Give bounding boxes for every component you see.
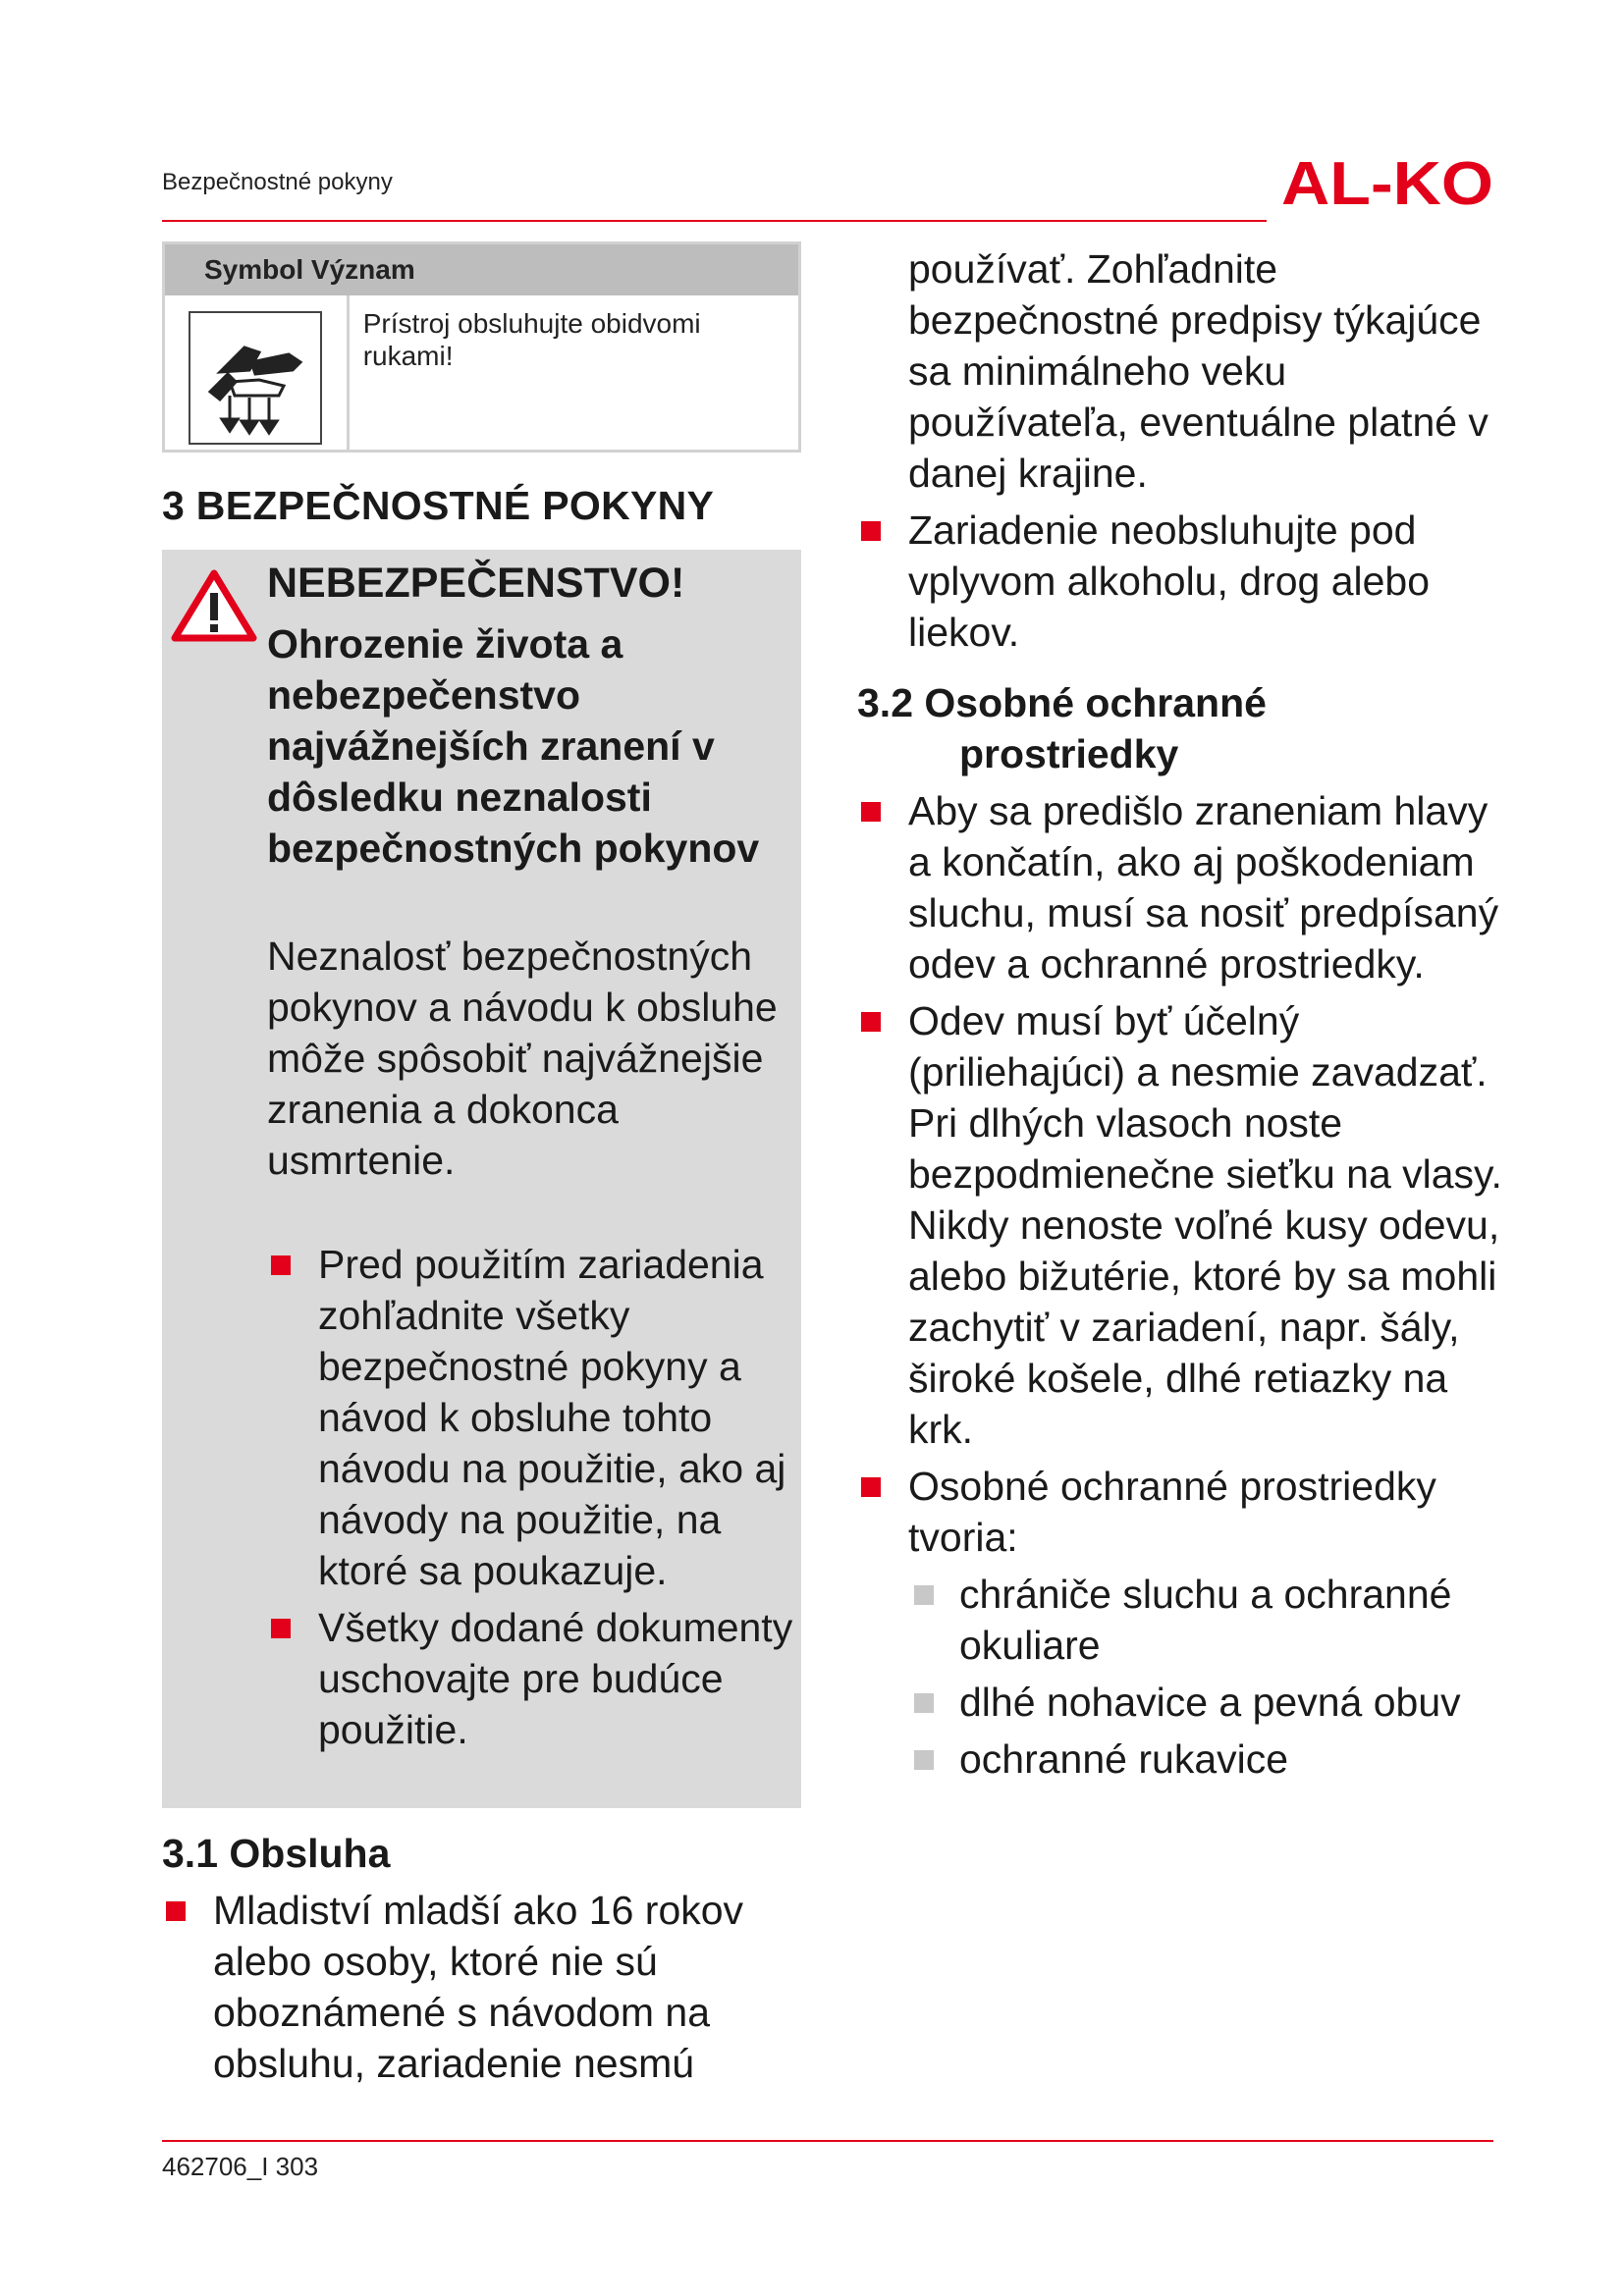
running-header: Bezpečnostné pokyny bbox=[162, 169, 393, 195]
list-item: Mladiství mladší ako 16 rokov alebo osoby, ktoré nie sú oboznámené s návodom na obsluhu, zariadenie nesmú bbox=[162, 1885, 810, 2089]
right-column bbox=[857, 243, 1505, 1785]
list-item: Osobné ochranné prostriedky tvoria: chrániče sluchu a ochranné okuliare dlhé nohavice a pevná obuv ochranné rukavice bbox=[857, 1461, 1505, 1785]
section-3-1-bullets-cont bbox=[857, 505, 1505, 658]
col-meaning-label: Význam bbox=[310, 254, 415, 285]
sub-list-item: dlhé nohavice a pevná obuv bbox=[908, 1677, 1505, 1728]
protective-equipment-list bbox=[857, 1569, 1505, 1785]
danger-bullets bbox=[267, 1239, 797, 1755]
alko-logo bbox=[1281, 155, 1493, 212]
footer-divider bbox=[162, 2140, 1493, 2142]
sub-list-item: chrániče sluchu a ochranné okuliare bbox=[908, 1569, 1505, 1671]
list-item: Všetky dodané dokumenty uschovajte pre budúce použitie. bbox=[267, 1602, 797, 1755]
list-item: Aby sa predišlo zraneniam hlavy a končatín, ako aj poškodeniam sluchu, musí sa nosiť predpísaný odev a ochranné prostriedky. bbox=[857, 785, 1505, 989]
symbol-cell bbox=[165, 295, 350, 450]
bullet-continuation: používať. Zohľadnite bezpečnostné predpisy týkajúce sa minimálneho veku používateľa, eventuálne platné v danej krajine. bbox=[908, 246, 1489, 496]
symbol-meaning: Prístroj obsluhujte obidvomi rukami! bbox=[362, 308, 701, 371]
danger-subtitle: Ohrozenie života a nebezpečenstvo najvážnejších zranení v dôsledku neznalosti bezpečnostných pokynov bbox=[267, 621, 760, 871]
header-divider bbox=[162, 220, 1267, 222]
list-item: Odev musí byť účelný (priliehajúci) a nesmie zavadzať. Pri dlhých vlasoch noste bezpodmienečne sieťku na vlasy. Nikdy nenoste voľné kusy odevu, alebo bižutérie, ktoré by sa mohli zachytiť v zariadení, napr. šály, široké košele, dlhé retiazky na krk. bbox=[857, 995, 1505, 1455]
danger-title: NEBEZPEČENSTVO! bbox=[267, 560, 685, 607]
danger-body: Neznalosť bezpečnostných pokynov a návodu k obsluhe môže spôsobiť najvážnejšie zranenia a dokonca usmrtenie. bbox=[267, 934, 778, 1183]
table-row bbox=[165, 295, 798, 450]
list-item: Zariadenie neobsluhujte pod vplyvom alkoholu, drog alebo liekov. bbox=[857, 505, 1505, 658]
symbol-table bbox=[162, 241, 801, 453]
sub-list-item: ochranné rukavice bbox=[908, 1734, 1505, 1785]
col-symbol-label: Symbol bbox=[204, 254, 304, 285]
list-item: Pred použitím zariadenia zohľadnite všetky bezpečnostné pokyny a návod k obsluhe tohto návodu na použitie, ako aj návody na použitie, na ktoré sa poukazuje. bbox=[267, 1239, 797, 1596]
section-3-2-heading: 3.2 Osobné ochranné prostriedky bbox=[857, 680, 1267, 776]
two-hand-operation-icon bbox=[189, 311, 322, 445]
section-3-2-bullets bbox=[857, 785, 1505, 1785]
section-3-1 bbox=[162, 1828, 810, 2089]
symbol-table-header bbox=[165, 244, 798, 295]
section-heading: 3 BEZPEČNOSTNÉ POKYNY bbox=[162, 483, 715, 528]
section-3-1-heading: 3.1 Obsluha bbox=[162, 1831, 391, 1876]
section-3-1-bullets bbox=[162, 1885, 810, 2089]
svg-text:AL-KO: AL-KO bbox=[1281, 155, 1493, 212]
warning-triangle-icon bbox=[171, 567, 257, 644]
page-footer: 462706_I 303 bbox=[162, 2152, 319, 2181]
